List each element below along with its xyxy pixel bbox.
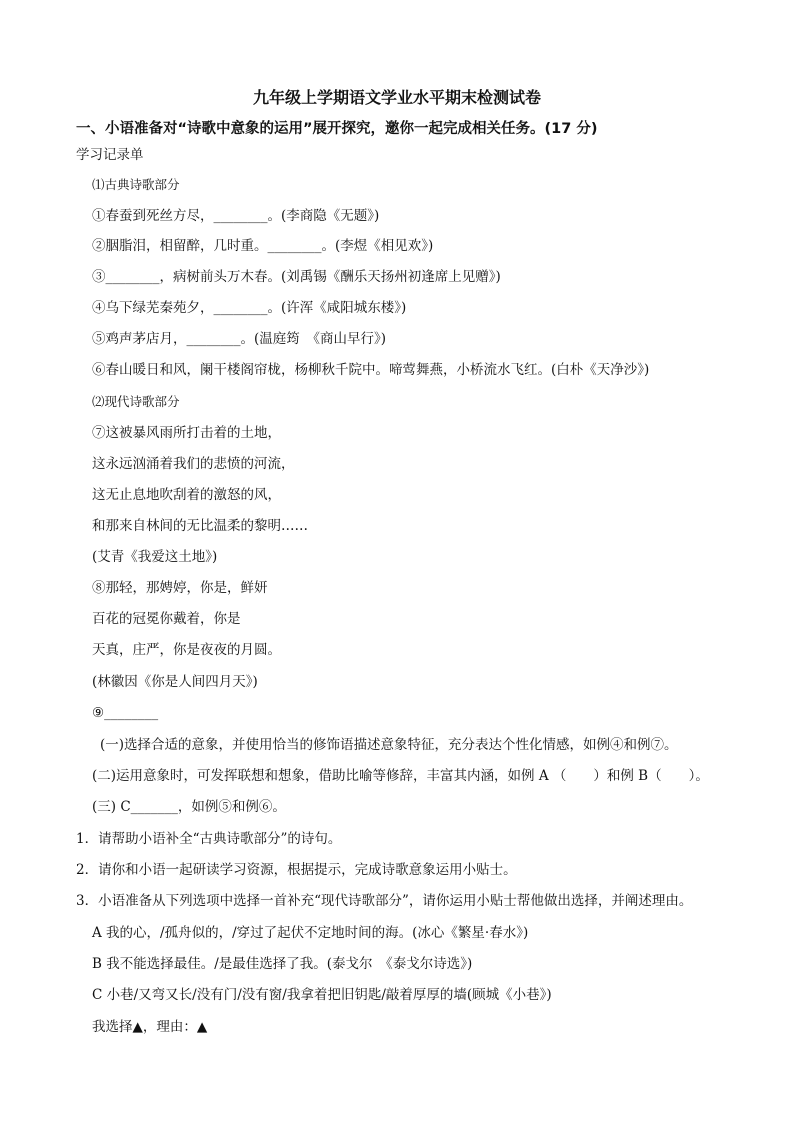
record-label: 学习记录单 <box>76 147 144 163</box>
option-b: B 我不能选择最佳。/是最佳选择了我。(泰戈尔 《泰戈尔诗选》) <box>92 956 473 972</box>
modern-line: ⑦这被暴风雨所打击着的土地， <box>92 425 281 441</box>
modern-line: 这永远汹涌着我们的悲愤的河流， <box>92 456 295 472</box>
classical-item: ①春蚕到死丝方尽，________。(李商隐《无题》) <box>92 208 380 224</box>
classical-heading: ⑴古典诗歌部分 <box>92 177 180 192</box>
tip-item: (一)选择合适的意象，并使用恰当的修饰语描述意象特征，充分表达个性化情感，如例④和例⑦。 <box>100 737 678 753</box>
modern-blank: ⑨________ <box>92 705 159 721</box>
tip-item: (二)运用意象时，可发挥联想和想象，借助比喻等修辞，丰富其内涵，如例 A （ ）和例 B（ ）。 <box>92 768 709 784</box>
modern-heading: ⑵现代诗歌部分 <box>92 394 180 409</box>
modern-line: 百花的冠冕你戴着，你是 <box>92 611 241 627</box>
modern-source: (艾青《我爱这土地》) <box>92 549 218 565</box>
option-c: C 小巷/又弯又长/没有门/没有窗/我拿着把旧钥匙/敲着厚厚的墙(顾城《小巷》) <box>92 987 552 1003</box>
option-a: A 我的心，/孤舟似的，/穿过了起伏不定地时间的海。(冰心《繁星·春水》) <box>92 925 529 941</box>
modern-line: 和那来自林间的无比温柔的黎明…… <box>92 518 308 534</box>
question-2: 2．请你和小语一起研读学习资源，根据提示，完成诗歌意象运用小贴士。 <box>76 862 517 878</box>
question-3: 3．小语准备从下列选项中选择一首补充“现代诗歌部分”，请你运用小贴士帮他做出选择，并阐述理由。 <box>76 893 693 909</box>
classical-item: ⑥春山暖日和风，阑干楼阁帘栊，杨柳秋千院中。啼莺舞燕，小桥流水飞红。(白朴《天净沙》) <box>92 362 650 378</box>
section-heading: 一、小语准备对“诗歌中意象的运用”展开探究，邀你一起完成相关任务。(17 分) <box>76 121 598 137</box>
classical-item: ③________，病树前头万木春。(刘禹锡《酬乐天扬州初逢席上见赠》) <box>92 269 501 285</box>
classical-item: ④乌下绿芜秦苑夕，________。(许浑《咸阳城东楼》) <box>92 300 407 316</box>
answer-line: 我选择▲，理由：▲ <box>92 1019 208 1035</box>
classical-item: ②胭脂泪，相留醉，几时重。________。(李煜《相见欢》) <box>92 238 434 254</box>
modern-source: (林徽因《你是人间四月天》) <box>92 674 258 690</box>
modern-line: 天真，庄严，你是夜夜的月圆。 <box>92 642 281 658</box>
tip-item: (三) C_______，如例⑤和例⑥。 <box>92 799 286 815</box>
question-1: 1．请帮助小语补全“古典诗歌部分”的诗句。 <box>76 831 342 847</box>
modern-line: ⑧那轻，那娉婷，你是，鲜妍 <box>92 580 268 596</box>
modern-line: 这无止息地吹刮着的激怒的风， <box>92 487 281 503</box>
classical-item: ⑤鸡声茅店月，________。(温庭筠 《商山早行》) <box>92 331 387 347</box>
exam-title: 九年级上学期语文学业水平期末检测试卷 <box>252 88 541 107</box>
